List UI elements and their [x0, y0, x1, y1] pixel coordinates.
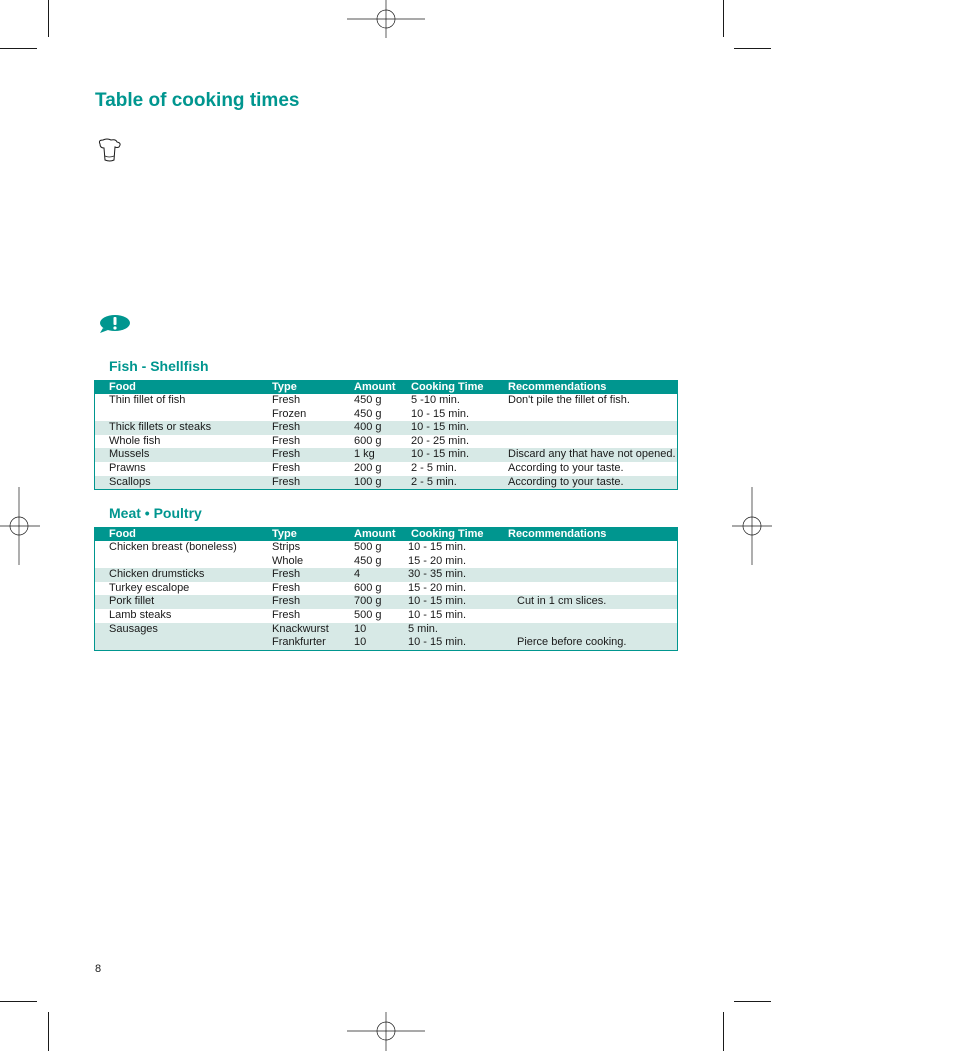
table-row [95, 421, 677, 435]
time-cell [411, 462, 457, 476]
amount-cell [354, 421, 382, 435]
amount-cell [354, 462, 382, 476]
amount-cell-line: 100 g [354, 475, 382, 488]
page-number: 8 [95, 963, 102, 975]
type-cell [272, 476, 300, 490]
type-cell [272, 435, 300, 449]
table-row [95, 582, 677, 596]
amount-cell [354, 541, 382, 568]
food-cell: Mussels [109, 448, 150, 461]
column-header: Type [272, 381, 297, 393]
recommendation-cell-line: According to your taste. [508, 461, 624, 474]
registration-mark [347, 0, 425, 40]
recommendation-cell-line: Pierce before cooking. [517, 636, 627, 649]
time-cell-line: 5 min. [408, 622, 438, 635]
type-cell [272, 582, 300, 596]
table-row [95, 568, 677, 582]
column-header: Type [272, 528, 297, 540]
column-header: Recommendations [508, 381, 607, 393]
table-row [95, 541, 677, 568]
type-cell [272, 568, 300, 582]
type-cell [272, 595, 300, 609]
recommendation-cell [517, 623, 626, 650]
food-cell: Thin fillet of fish [109, 394, 186, 406]
time-cell-line: 10 - 15 min. [408, 595, 467, 608]
amount-cell-line: 1 kg [354, 448, 375, 461]
type-cell-line: Fresh [272, 434, 301, 447]
type-cell-line: Whole [272, 554, 304, 567]
amount-cell [354, 448, 375, 462]
amount-cell [354, 595, 382, 609]
amount-cell-line: 500 g [354, 608, 382, 621]
crop-mark [0, 1001, 37, 1002]
time-cell [408, 568, 466, 582]
table-row [95, 595, 677, 609]
type-cell [272, 394, 306, 421]
type-cell-line: Fresh [272, 568, 301, 581]
amount-cell-line: 200 g [354, 461, 382, 474]
time-cell-line: 2 - 5 min. [411, 461, 457, 474]
table-row [95, 623, 677, 650]
food-cell: Chicken drumsticks [109, 568, 205, 581]
time-cell-line: 10 - 15 min. [411, 407, 470, 420]
registration-mark [0, 487, 40, 565]
table-row [95, 476, 677, 490]
time-cell [408, 582, 466, 596]
time-cell-line: 10 - 15 min. [408, 608, 467, 621]
meat-section-title: Meat • Poultry [109, 505, 202, 521]
exclamation-bubble-icon [99, 314, 131, 334]
amount-cell-line: 500 g [354, 541, 382, 553]
recommendation-cell-line: Don't pile the fillet of fish. [508, 394, 630, 406]
type-cell-line: Fresh [272, 421, 301, 434]
type-cell [272, 623, 329, 650]
column-header: Amount [354, 528, 396, 540]
recommendation-cell [517, 595, 606, 609]
crop-mark [48, 1012, 49, 1051]
food-cell: Thick fillets or steaks [109, 421, 212, 434]
recommendation-cell-line: Discard any that have not opened. [508, 448, 676, 461]
time-cell-line: 10 - 15 min. [408, 636, 467, 649]
type-cell [272, 462, 300, 476]
food-cell: Turkey escalope [109, 581, 190, 594]
food-cell: Pork fillet [109, 595, 155, 608]
amount-cell [354, 582, 382, 596]
column-header: Amount [354, 381, 396, 393]
column-header: Cooking Time [411, 381, 484, 393]
time-cell-line: 10 - 15 min. [411, 448, 470, 461]
time-cell-line: 20 - 25 min. [411, 434, 470, 447]
food-cell: Sausages [109, 622, 158, 635]
type-cell-line: Fresh [272, 608, 301, 621]
food-cell: Chicken breast (boneless) [109, 541, 237, 553]
amount-cell-line: 450 g [354, 394, 382, 406]
recommendation-cell-line: Cut in 1 cm slices. [517, 595, 607, 608]
type-cell [272, 541, 303, 568]
column-header: Recommendations [508, 528, 607, 540]
time-cell-line: 10 - 15 min. [411, 421, 470, 434]
meat-table [94, 527, 678, 651]
crop-mark [734, 48, 771, 49]
amount-cell-line: 600 g [354, 434, 382, 447]
recommendation-cell [508, 394, 630, 421]
time-cell [411, 476, 457, 490]
table-row [95, 462, 677, 476]
column-header: Food [109, 528, 136, 540]
time-cell-line: 30 - 35 min. [408, 568, 467, 581]
amount-cell-line: 4 [354, 568, 361, 581]
amount-cell-line: 10 [354, 622, 367, 635]
registration-mark [347, 1012, 425, 1051]
recommendation-cell-line: According to your taste. [508, 475, 624, 488]
type-cell-line: Fresh [272, 461, 301, 474]
amount-cell [354, 435, 382, 449]
time-cell-line: 10 - 15 min. [408, 541, 467, 553]
time-cell [408, 541, 466, 568]
type-cell-line: Strips [272, 541, 301, 553]
fish-section-title: Fish - Shellfish [109, 358, 209, 374]
registration-mark [732, 487, 772, 565]
amount-cell [354, 609, 382, 623]
time-cell [411, 421, 469, 435]
column-header: Food [109, 381, 136, 393]
type-cell-line: Fresh [272, 448, 301, 461]
time-cell [411, 435, 469, 449]
food-cell: Whole fish [109, 434, 161, 447]
time-cell [411, 394, 469, 421]
amount-cell [354, 568, 360, 582]
amount-cell-line: 700 g [354, 595, 382, 608]
table-header [95, 528, 677, 541]
crop-mark [734, 1001, 771, 1002]
time-cell [408, 609, 466, 623]
page-title: Table of cooking times [95, 90, 300, 111]
fish-table [94, 380, 678, 490]
amount-cell [354, 623, 366, 650]
type-cell [272, 609, 300, 623]
table-header [95, 381, 677, 394]
type-cell-line: Fresh [272, 595, 301, 608]
amount-cell-line: 400 g [354, 421, 382, 434]
food-cell: Lamb steaks [109, 608, 172, 621]
table-row [95, 394, 677, 421]
amount-cell-line: 10 [354, 636, 367, 649]
amount-cell-line: 450 g [354, 554, 382, 567]
time-cell-line: 5 -10 min. [411, 394, 460, 406]
time-cell [408, 623, 466, 650]
amount-cell [354, 476, 382, 490]
type-cell-line: Fresh [272, 475, 301, 488]
amount-cell [354, 394, 382, 421]
type-cell-line: Knackwurst [272, 622, 329, 635]
type-cell [272, 448, 300, 462]
table-row [95, 448, 677, 462]
time-cell-line: 2 - 5 min. [411, 475, 457, 488]
crop-mark [723, 0, 724, 37]
type-cell-line: Fresh [272, 394, 301, 406]
crop-mark [0, 48, 37, 49]
type-cell [272, 421, 300, 435]
time-cell [411, 448, 469, 462]
recommendation-cell-line [517, 623, 626, 637]
recommendation-cell-line [508, 408, 630, 422]
type-cell-line: Fresh [272, 581, 301, 594]
table-row [95, 435, 677, 449]
type-cell-line: Frankfurter [272, 636, 326, 649]
crop-mark [48, 0, 49, 37]
recommendation-cell [508, 448, 676, 462]
chef-hat-icon [96, 138, 124, 164]
column-header: Cooking Time [411, 528, 484, 540]
time-cell-line: 15 - 20 min. [408, 554, 467, 567]
time-cell [408, 595, 466, 609]
table-row [95, 609, 677, 623]
food-cell: Prawns [109, 461, 146, 474]
food-cell: Scallops [109, 475, 151, 488]
amount-cell-line: 450 g [354, 407, 382, 420]
recommendation-cell [508, 462, 624, 476]
crop-mark [723, 1012, 724, 1051]
recommendation-cell [508, 476, 624, 490]
type-cell-line: Frozen [272, 407, 307, 420]
time-cell-line: 15 - 20 min. [408, 581, 467, 594]
amount-cell-line: 600 g [354, 581, 382, 594]
